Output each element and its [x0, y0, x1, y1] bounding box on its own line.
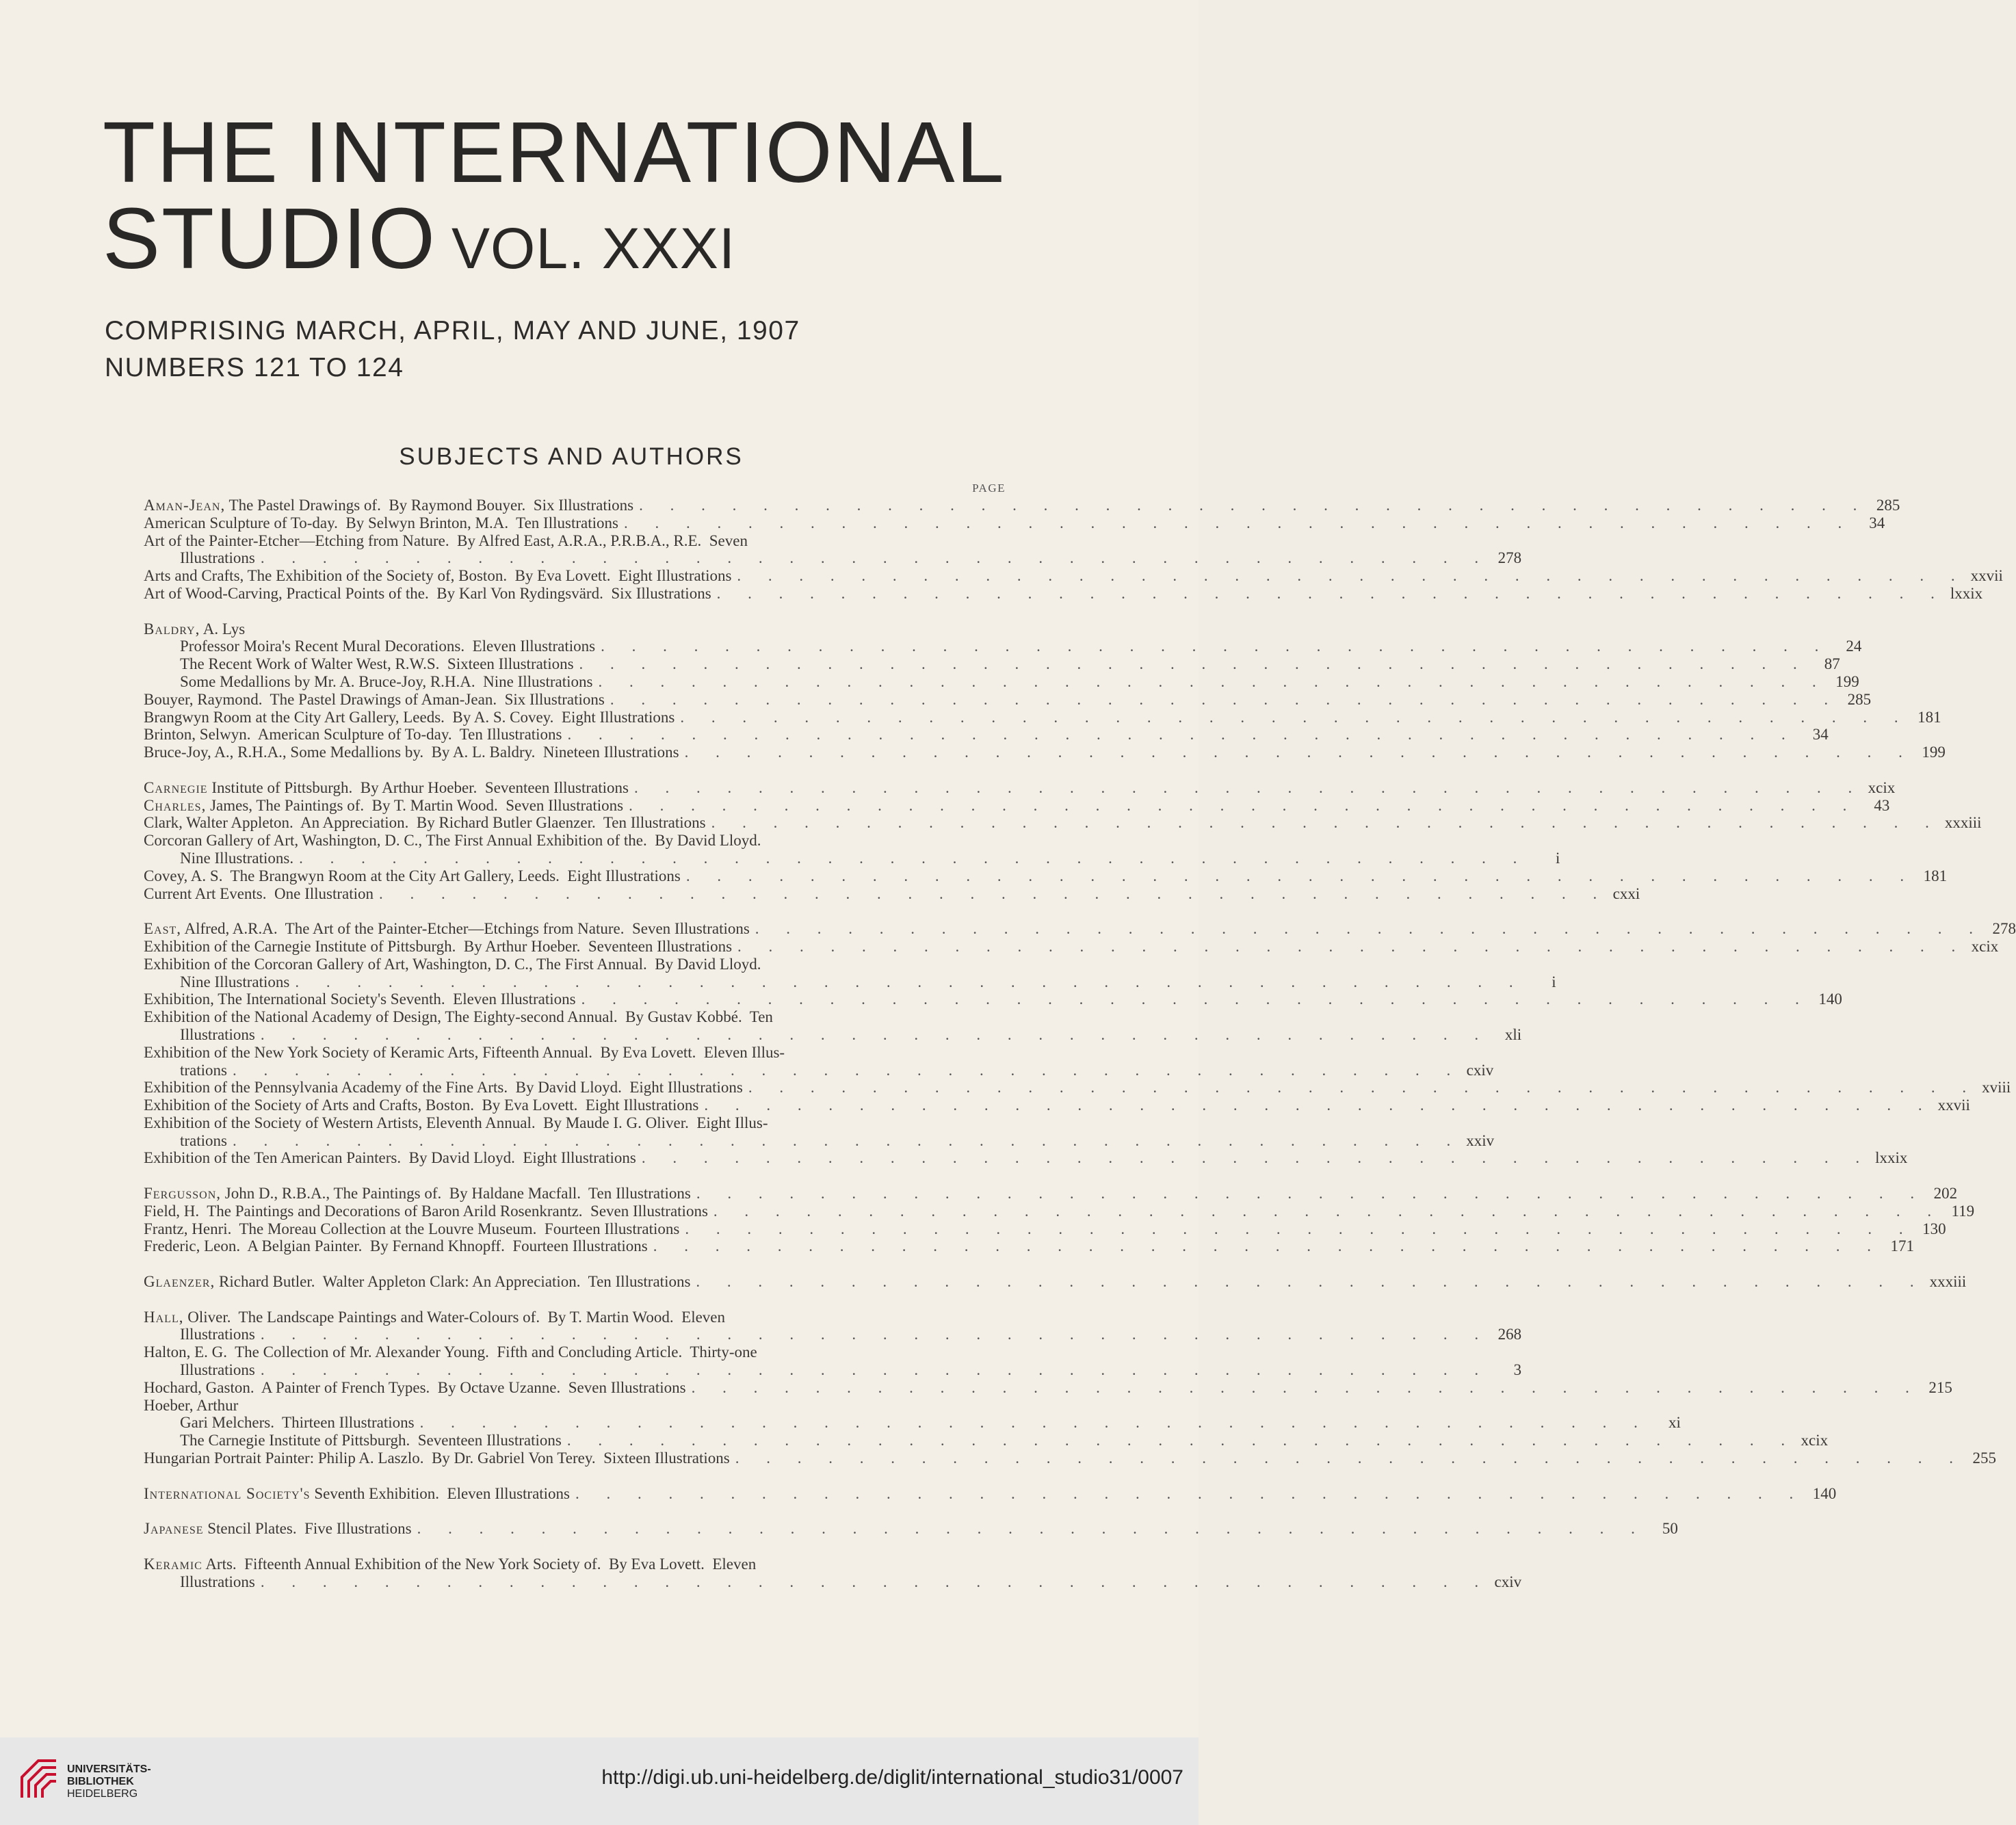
index-entry — [144, 849, 1560, 867]
entry-keyword: East, — [144, 920, 182, 938]
entry-title: Halton, E. G. The Collection of Mr. Alexander Young. Fifth and Concluding Article. Thirty-one — [144, 1343, 757, 1361]
page-number: xxvii — [1970, 567, 2003, 585]
page-number: cxiv — [1466, 1061, 1494, 1079]
entry-text — [144, 867, 681, 885]
index-entry — [144, 532, 1006, 550]
page-number: i — [1555, 849, 1560, 867]
entry-title: Art of the Painter-Etcher—Etching from Nature. By Alfred East, A.R.A., P.R.B.A., R.E. Seven — [144, 531, 748, 549]
entry-title: Institute of Pittsburgh. By Arthur Hoeber. Seventeen Illustrations — [207, 778, 629, 796]
dot-leader: . . . . . . . . . . . . . . . . . . . . . . . . . . . . . . . . . . . . . . . . — [581, 990, 1811, 1008]
entry-title: The Pastel Drawings of. By Raymond Bouyer. Six Illustrations — [225, 497, 634, 514]
entry-text — [144, 620, 245, 638]
index-entry — [144, 1449, 1996, 1467]
entry-title: Some Medallions by Mr. A. Bruce-Joy, R.H.A. Nine Illustrations — [180, 672, 593, 690]
page-number: lxxix — [1875, 1149, 1908, 1167]
entry-keyword: Carnegie — [144, 778, 208, 796]
entry-text — [144, 956, 761, 973]
page-number: 43 — [1874, 796, 1890, 814]
page-number: 181 — [1923, 867, 1948, 884]
index-entry — [144, 1309, 1006, 1326]
page-number: xxxiii — [1944, 814, 1982, 832]
index-entry — [144, 549, 1522, 567]
entry-title: Illustrations — [180, 549, 255, 567]
index-entry — [144, 1220, 1946, 1238]
dot-leader: . . . . . . . . . . . . . . . . . . . . . . . . . . . . . . . . . . . . . . . . — [735, 1449, 1965, 1467]
library-name-line1: UNIVERSITÄTS- — [67, 1763, 151, 1775]
journal-title-line2 — [103, 190, 736, 287]
entry-title: Covey, A. S. The Brangwyn Room at the City Art Gallery, Leeds. Eight Illustrations — [144, 867, 681, 884]
page-number: 130 — [1922, 1220, 1946, 1237]
entry-title: Exhibition of the Ten American Painters. By David Lloyd. Eight Illustrations — [144, 1149, 636, 1167]
dot-leader: . . . . . . . . . . . . . . . . . . . . . . . . . . . . . . . . . . . . . . . . — [575, 1484, 1805, 1502]
index-entry — [144, 1114, 1006, 1132]
index-entry — [144, 814, 1982, 832]
entry-title: Hochard, Gaston. A Painter of French Types. By Octave Uzanne. Seven Illustrations — [144, 1378, 686, 1396]
entry-keyword: Hall, — [144, 1308, 184, 1326]
page-number: 140 — [1818, 990, 1842, 1008]
page-number: 140 — [1812, 1484, 1837, 1502]
entry-text — [144, 1097, 698, 1114]
dot-leader: . . . . . . . . . . . . . . . . . . . . . . . . . . . . . . . . . . . . . . . . — [233, 1061, 1463, 1079]
page-column-label: PAGE — [972, 482, 1006, 495]
page-number: xxvii — [1937, 1097, 1970, 1114]
entry-title: Frantz, Henri. The Moreau Collection at the Louvre Museum. Fourteen Illustrations — [144, 1220, 680, 1237]
entry-text — [144, 1220, 679, 1238]
index-entry — [144, 1185, 1958, 1203]
section-heading: SUBJECTS AND AUTHORS — [399, 443, 744, 470]
entry-text — [144, 1397, 238, 1415]
entry-text — [180, 549, 255, 567]
library-name — [67, 1763, 151, 1800]
entry-text — [144, 832, 761, 850]
page-number: xviii — [1982, 1079, 2011, 1097]
entry-text — [144, 1449, 730, 1467]
entry-text — [144, 1555, 756, 1573]
dot-leader: . . . . . . . . . . . . . . . . . . . . . . . . . . . . . . . . . . . . . . . . — [633, 778, 1864, 796]
page-number: 3 — [1513, 1361, 1522, 1379]
entry-title: Bruce-Joy, A., R.H.A., Some Medallions by. By A. L. Baldry. Nineteen Illustrations — [144, 744, 679, 761]
dot-leader: . . . . . . . . . . . . . . . . . . . . . . . . . . . . . . . . . . . . . . . . — [711, 814, 1941, 832]
page-number: xi — [1668, 1414, 1681, 1432]
index-entry — [144, 1573, 1522, 1591]
index-group — [144, 920, 2016, 1167]
page-number: xxxiii — [1929, 1273, 1967, 1291]
entry-text — [144, 1379, 686, 1397]
dot-leader: . . . . . . . . . . . . . . . . . . . . . . . . . . . . . . . . . . . . . . . . — [639, 497, 1869, 514]
entry-title: The Carnegie Institute of Pittsburgh. Seventeen Illustrations — [180, 1432, 562, 1449]
page-number: 87 — [1824, 655, 1840, 673]
entry-title: Richard Butler. Walter Appleton Clark: An Appreciation. Ten Illustrations — [215, 1273, 691, 1291]
page-number: 34 — [1869, 514, 1885, 531]
page-number: xcix — [1801, 1432, 1829, 1449]
page-number: xcix — [1868, 778, 1896, 796]
entry-title: Exhibition of the Society of Western Artists, Eleventh Annual. By Maude I. G. Oliver. Eight Illus- — [144, 1114, 768, 1131]
page-number: 202 — [1933, 1185, 1958, 1203]
index-entry — [144, 1025, 1522, 1044]
index-group — [144, 1484, 1837, 1503]
page-number: 199 — [1922, 744, 1946, 761]
dot-leader: . . . . . . . . . . . . . . . . . . . . . . . . . . . . . . . . . . . . . . . . — [260, 1326, 1491, 1343]
index-group — [144, 1273, 1967, 1291]
entry-text — [180, 655, 574, 673]
footer-bar — [0, 1737, 1199, 1825]
entry-keyword: International Society's — [144, 1484, 311, 1502]
entry-title: Brinton, Selwyn. American Sculpture of To-day. Ten Illustrations — [144, 726, 562, 744]
dot-leader: . . . . . . . . . . . . . . . . . . . . . . . . . . . . . . . . . . . . . . . . — [641, 1149, 1872, 1167]
entry-title: American Sculpture of To-day. By Selwyn Brinton, M.A. Ten Illustrations — [144, 514, 618, 531]
index-entry — [144, 1202, 1975, 1220]
dot-leader: . . . . . . . . . . . . . . . . . . . . . . . . . . . . . . . . . . . . . . . . — [685, 867, 1916, 884]
index-entry — [144, 1326, 1522, 1343]
page-number: 285 — [1876, 497, 1900, 514]
index-entry — [144, 1378, 1952, 1397]
entry-title: Illustrations — [180, 1361, 255, 1379]
entry-text — [144, 567, 731, 585]
index-entry — [144, 1414, 1681, 1432]
entry-title: Brangwyn Room at the City Art Gallery, Leeds. By A. S. Covey. Eight Illustrations — [144, 708, 675, 726]
entry-keyword: Charles, — [144, 796, 207, 814]
entry-text — [144, 497, 633, 514]
dot-leader: . . . . . . . . . . . . . . . . . . . . . . . . . . . . . . . . . . . . . . . . — [295, 973, 1525, 990]
index-entry — [144, 920, 2016, 938]
entry-text — [144, 1185, 691, 1203]
page-number: 278 — [1992, 920, 2016, 938]
entry-text — [180, 850, 293, 867]
entry-title: Alfred, A.R.A. The Art of the Painter-Etcher—Etchings from Nature. Seven Illustrations — [181, 920, 750, 938]
entry-text — [144, 585, 711, 603]
entry-title: John D., R.B.A., The Paintings of. By Haldane Macfall. Ten Illustrations — [221, 1185, 691, 1203]
entry-text — [144, 1520, 412, 1538]
index-entry — [144, 638, 1862, 655]
index-entry — [144, 1397, 1006, 1415]
index-entry — [144, 708, 1941, 726]
index-group — [144, 1555, 1522, 1591]
dot-leader: . . . . . . . . . . . . . . . . . . . . . . . . . . . . . . . . . . . . . . . . — [696, 1273, 1926, 1291]
entry-keyword: Glaenzer, — [144, 1273, 215, 1291]
dot-leader: . . . . . . . . . . . . . . . . . . . . . . . . . . . . . . . . . . . . . . . . — [419, 1414, 1649, 1432]
entry-title: Gari Melchers. Thirteen Illustrations — [180, 1414, 415, 1432]
entry-text — [144, 1343, 757, 1361]
dot-leader: . . . . . . . . . . . . . . . . . . . . . . . . . . . . . . . . . . . . . . . . — [610, 690, 1840, 708]
dot-leader: . . . . . . . . . . . . . . . . . . . . . . . . . . . . . . . . . . . . . . . . — [417, 1520, 1647, 1538]
entry-text — [180, 1414, 415, 1432]
entry-title: Professor Moira's Recent Mural Decorations. Eleven Illustrations — [180, 638, 596, 655]
page-number: i — [1552, 973, 1556, 990]
dot-leader: . . . . . . . . . . . . . . . . . . . . . . . . . . . . . . . . . . . . . . . . — [748, 1079, 1978, 1097]
dot-leader: . . . . . . . . . . . . . . . . . . . . . . . . . . . . . . . . . . . . . . . . — [260, 549, 1491, 567]
index-entry — [144, 1555, 1006, 1573]
entry-text — [144, 797, 623, 815]
entry-text — [180, 1326, 255, 1343]
entry-text — [144, 1044, 785, 1062]
entry-title: Nine Illustrations — [180, 973, 290, 990]
entry-title: Bouyer, Raymond. The Pastel Drawings of Aman-Jean. Six Illustrations — [144, 690, 605, 708]
page-number: cxiv — [1494, 1573, 1522, 1590]
entry-title: trations — [180, 1131, 227, 1149]
dot-leader: . . . . . . . . . . . . . . . . . . . . . . . . . . . . . . . . . . . . . . . . — [685, 1220, 1915, 1237]
journal-title: THE INTERNATIONAL — [103, 104, 1006, 200]
index-entry — [144, 1432, 1829, 1449]
dot-leader: . . . . . . . . . . . . . . . . . . . . . . . . . . . . . . . . . . . . . . . . — [379, 884, 1609, 902]
page-number: 285 — [1847, 690, 1872, 708]
entry-keyword: Aman-Jean, — [144, 497, 226, 514]
entry-title: Arts and Crafts, The Exhibition of the Society of, Boston. By Eva Lovett. Eight Illustrations — [144, 567, 732, 585]
entry-title: Current Art Events. One Illustration — [144, 884, 374, 902]
library-name-line2: BIBLIOTHEK — [67, 1776, 134, 1787]
index-entry — [144, 1273, 1967, 1291]
index-entry — [144, 1079, 2011, 1097]
entry-title: Exhibition of the Society of Arts and Crafts, Boston. By Eva Lovett. Eight Illustrations — [144, 1097, 699, 1114]
entry-text — [180, 638, 595, 655]
index-entry — [144, 832, 1006, 850]
index-entry — [144, 497, 1900, 514]
index-entry — [144, 655, 1840, 673]
index-entry — [144, 1061, 1494, 1079]
entry-title: Frederic, Leon. A Belgian Painter. By Fernand Khnopff. Fourteen Illustrations — [144, 1237, 648, 1255]
entry-text — [144, 920, 750, 938]
page-number: lxxix — [1950, 584, 1983, 602]
index-entry — [144, 937, 1999, 956]
entry-keyword: Keramic — [144, 1555, 202, 1573]
index-group — [144, 497, 2003, 603]
page-number: 278 — [1497, 549, 1522, 567]
entry-title: Clark, Walter Appleton. An Appreciation. By Richard Butler Glaenzer. Ten Illustrations — [144, 814, 706, 832]
dot-leader: . . . . . . . . . . . . . . . . . . . . . . . . . . . . . . . . . . . . . . . . — [579, 655, 1809, 673]
library-logo-icon — [18, 1757, 60, 1802]
entry-text — [144, 514, 618, 532]
entry-text — [144, 885, 374, 903]
entry-title: trations — [180, 1061, 227, 1079]
page-number: 119 — [1951, 1202, 1975, 1220]
dot-leader: . . . . . . . . . . . . . . . . . . . . . . . . . . . . . . . . . . . . . . . . — [713, 1202, 1943, 1220]
index-entry — [144, 567, 2003, 585]
index-entry — [144, 1008, 1006, 1026]
index-entry — [144, 584, 1983, 603]
index-entry — [144, 884, 1640, 903]
entry-text — [144, 1079, 743, 1097]
dot-leader: . . . . . . . . . . . . . . . . . . . . . . . . . . . . . . . . . . . . . . . . — [696, 1185, 1926, 1203]
entry-title: Oliver. The Landscape Paintings and Water-Colours of. By T. Martin Wood. Eleven — [183, 1308, 726, 1326]
dot-leader: . . . . . . . . . . . . . . . . . . . . . . . . . . . . . . . . . . . . . . . . — [233, 1131, 1463, 1149]
dot-leader: . . . . . . . . . . . . . . . . . . . . . . . . . . . . . . . . . . . . . . . . — [299, 849, 1529, 867]
page-number: 34 — [1812, 726, 1829, 744]
dot-leader: . . . . . . . . . . . . . . . . . . . . . . . . . . . . . . . . . . . . . . . . — [737, 937, 1967, 955]
entry-text — [144, 691, 605, 709]
subjects-authors-index — [144, 497, 2016, 1608]
entry-text — [144, 1309, 725, 1326]
entry-text — [144, 1237, 648, 1255]
page-number: 255 — [1972, 1449, 1996, 1467]
entry-text — [180, 1026, 255, 1044]
index-entry — [144, 973, 1556, 991]
index-entry — [144, 1237, 1914, 1255]
page-number: 199 — [1835, 672, 1859, 690]
entry-text — [180, 1062, 227, 1079]
page-number: 24 — [1846, 638, 1862, 655]
entry-text — [144, 1149, 636, 1167]
entry-title: Illustrations — [180, 1326, 255, 1343]
page-number: 268 — [1497, 1326, 1522, 1343]
entry-text — [144, 744, 679, 761]
index-entry — [144, 620, 1006, 638]
journal-title-studio: STUDIO — [103, 190, 437, 287]
entry-title: Exhibition of the Carnegie Institute of Pittsburgh. By Arthur Hoeber. Seventeen Illustrations — [144, 937, 733, 955]
dot-leader: . . . . . . . . . . . . . . . . . . . . . . . . . . . . . . . . . . . . . . . . — [716, 584, 1946, 602]
dot-leader: . . . . . . . . . . . . . . . . . . . . . . . . . . . . . . . . . . . . . . . . — [704, 1097, 1934, 1114]
entry-title: James, The Paintings of. By T. Martin Wood. Seven Illustrations — [206, 796, 624, 814]
subtitle-months: COMPRISING MARCH, APRIL, MAY AND JUNE, 1907 — [105, 316, 800, 345]
entry-text — [180, 1132, 227, 1150]
entry-text — [144, 1114, 768, 1132]
dot-leader: . . . . . . . . . . . . . . . . . . . . . . . . . . . . . . . . . . . . . . . . — [567, 726, 1797, 744]
dot-leader: . . . . . . . . . . . . . . . . . . . . . . . . . . . . . . . . . . . . . . . . — [653, 1237, 1883, 1255]
index-entry — [144, 1361, 1522, 1379]
library-name-line3: HEIDELBERG — [67, 1788, 138, 1800]
entry-text — [180, 673, 593, 691]
entry-keyword: Japanese — [144, 1520, 204, 1538]
index-group — [144, 1185, 1975, 1255]
volume-label: VOL. XXXI — [451, 216, 736, 280]
entry-title: Exhibition of the Corcoran Gallery of Art, Washington, D. C., The First Annual. By David Lloyd. — [144, 955, 761, 973]
entry-title: Seventh Exhibition. Eleven Illustrations — [310, 1484, 571, 1502]
dot-leader: . . . . . . . . . . . . . . . . . . . . . . . . . . . . . . . . . . . . . . . . — [680, 708, 1910, 726]
entry-text — [144, 1008, 773, 1026]
entry-text — [180, 973, 289, 991]
page-number: xli — [1504, 1025, 1522, 1043]
entry-text — [144, 1273, 690, 1291]
entry-title: Exhibition, The International Society's Seventh. Eleven Illustrations — [144, 990, 576, 1008]
entry-title: Art of Wood-Carving, Practical Points of the. By Karl Von Rydingsvärd. Six Illustrations — [144, 584, 711, 602]
index-entry — [144, 1484, 1837, 1503]
entry-text — [180, 1361, 255, 1379]
page-number: 50 — [1662, 1520, 1678, 1538]
index-entry — [144, 778, 1896, 797]
dot-leader: . . . . . . . . . . . . . . . . . . . . . . . . . . . . . . . . . . . . . . . . — [755, 920, 1985, 938]
index-entry — [144, 514, 1885, 532]
subtitle-numbers: NUMBERS 121 TO 124 — [105, 353, 404, 382]
entry-keyword: Fergusson, — [144, 1185, 222, 1203]
entry-title: Illustrations — [180, 1025, 255, 1043]
dot-leader: . . . . . . . . . . . . . . . . . . . . . . . . . . . . . . . . . . . . . . . . — [260, 1025, 1491, 1043]
entry-title: Exhibition of the National Academy of Design, The Eighty-second Annual. By Gustav Kobbé. Ten — [144, 1008, 773, 1026]
entry-title: Hungarian Portrait Painter: Philip A. Laszlo. By Dr. Gabriel Von Terey. Sixteen Illustrations — [144, 1449, 730, 1467]
entry-title: Stencil Plates. Five Illustrations — [203, 1520, 412, 1538]
index-entry — [144, 1097, 1970, 1114]
page-number: cxxi — [1612, 884, 1640, 902]
entry-text — [180, 1432, 562, 1449]
entry-text — [144, 726, 562, 744]
index-entry — [144, 690, 1872, 709]
entry-title: A. Lys — [200, 620, 246, 638]
entry-title: Hoeber, Arthur — [144, 1396, 239, 1414]
dot-leader: . . . . . . . . . . . . . . . . . . . . . . . . . . . . . . . . . . . . . . . . — [601, 638, 1831, 655]
entry-title: Nine Illustrations. — [180, 849, 294, 867]
entry-text — [144, 814, 706, 832]
index-entry — [144, 796, 1890, 815]
index-entry — [144, 1044, 1006, 1062]
entry-text — [144, 990, 576, 1008]
index-entry — [144, 990, 1842, 1008]
entry-text — [144, 779, 629, 797]
index-group — [144, 1520, 1678, 1538]
page-number: 215 — [1928, 1378, 1952, 1396]
index-group — [144, 620, 1946, 761]
dot-leader: . . . . . . . . . . . . . . . . . . . . . . . . . . . . . . . . . . . . . . . . — [598, 672, 1828, 690]
entry-title: Corcoran Gallery of Art, Washington, D. C., The First Annual Exhibition of the. By David Lloyd. — [144, 832, 761, 850]
entry-title: The Recent Work of Walter West, R.W.S. Sixteen Illustrations — [180, 655, 574, 673]
source-url[interactable]: http://digi.ub.uni-heidelberg.de/diglit/international_studio31/0007 — [601, 1766, 1183, 1789]
entry-text — [144, 532, 748, 550]
dot-leader: . . . . . . . . . . . . . . . . . . . . . . . . . . . . . . . . . . . . . . . . — [737, 567, 1967, 585]
entry-text — [144, 938, 732, 956]
dot-leader: . . . . . . . . . . . . . . . . . . . . . . . . . . . . . . . . . . . . . . . . — [260, 1361, 1491, 1379]
entry-text — [180, 1573, 255, 1591]
index-group — [144, 778, 1982, 903]
dot-leader: . . . . . . . . . . . . . . . . . . . . . . . . . . . . . . . . . . . . . . . . — [691, 1378, 1921, 1396]
entry-title: Exhibition of the Pennsylvania Academy of the Fine Arts. By David Lloyd. Eight Illustrations — [144, 1079, 743, 1097]
index-entry — [144, 744, 1946, 761]
dot-leader: . . . . . . . . . . . . . . . . . . . . . . . . . . . . . . . . . . . . . . . . — [260, 1573, 1491, 1590]
index-entry — [144, 1149, 1908, 1167]
index-entry — [144, 867, 1948, 885]
entry-text — [144, 709, 675, 726]
page-number: xcix — [1971, 937, 1999, 955]
dot-leader: . . . . . . . . . . . . . . . . . . . . . . . . . . . . . . . . . . . . . . . . — [629, 796, 1859, 814]
dot-leader: . . . . . . . . . . . . . . . . . . . . . . . . . . . . . . . . . . . . . . . . — [566, 1432, 1797, 1449]
dot-leader: . . . . . . . . . . . . . . . . . . . . . . . . . . . . . . . . . . . . . . . . — [684, 744, 1914, 761]
index-entry — [144, 672, 1859, 691]
index-entry — [144, 1520, 1678, 1538]
page-number: 171 — [1890, 1237, 1914, 1255]
page-number: 181 — [1917, 708, 1941, 726]
index-entry — [144, 956, 1006, 973]
entry-text — [144, 1203, 708, 1220]
entry-keyword: Baldry, — [144, 620, 200, 638]
entry-text — [144, 1485, 570, 1503]
index-entry — [144, 1343, 1006, 1361]
entry-title: Exhibition of the New York Society of Keramic Arts, Fifteenth Annual. By Eva Lovett. Eleven Illus- — [144, 1043, 785, 1061]
index-entry — [144, 1131, 1495, 1150]
page-number: xxiv — [1466, 1131, 1495, 1149]
index-group — [144, 1308, 1996, 1467]
dot-leader: . . . . . . . . . . . . . . . . . . . . . . . . . . . . . . . . . . . . . . . . — [623, 514, 1854, 531]
entry-title: Arts. Fifteenth Annual Exhibition of the New York Society of. By Eva Lovett. Eleven — [202, 1555, 757, 1573]
index-entry — [144, 726, 1829, 744]
entry-title: Illustrations — [180, 1573, 255, 1590]
entry-title: Field, H. The Paintings and Decorations of Baron Arild Rosenkrantz. Seven Illustrations — [144, 1202, 708, 1220]
